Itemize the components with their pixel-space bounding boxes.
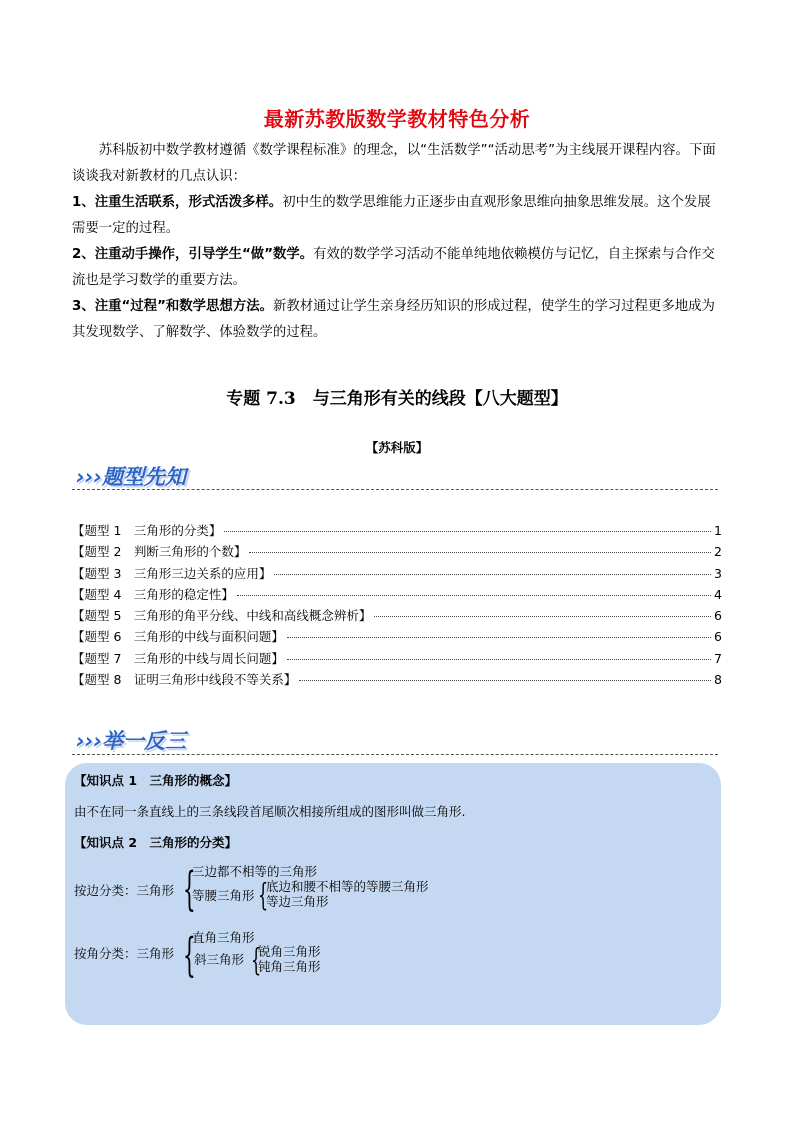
toc-leader	[224, 531, 711, 532]
brace-icon: {	[251, 942, 262, 979]
toc-label: 【题型 8 证明三角形中线段不等关系】	[72, 672, 297, 688]
section-banner-question-types: ›››题型先知	[76, 465, 186, 489]
classify-by-side-subitem: 底边和腰不相等的等腰三角形	[266, 879, 429, 894]
classify-by-side-label: 按边分类：三角形	[74, 883, 175, 898]
intro-point-3	[72, 294, 722, 346]
toc-entry-3[interactable]	[72, 564, 722, 585]
toc-entry-8[interactable]	[72, 670, 722, 691]
toc-entry-2[interactable]	[72, 542, 722, 563]
toc-leader	[274, 574, 711, 575]
toc-entry-4[interactable]	[72, 585, 722, 606]
brace-icon: {	[258, 877, 269, 914]
intro-section	[72, 138, 722, 346]
toc-entry-5[interactable]	[72, 606, 722, 627]
toc-page-number: 2	[714, 544, 722, 560]
toc-leader	[374, 616, 711, 617]
classify-by-angle-item: 斜三角形	[194, 952, 245, 967]
intro-point-1-text: 初中生的数学思维能力正逐步由直观形象思维向抽象思维发展。这个发展需要一定的过程。	[72, 195, 711, 236]
intro-point-1	[72, 190, 722, 242]
toc-leader	[249, 552, 711, 553]
toc-leader	[287, 637, 711, 638]
intro-point-1-heading: 1、注重生活联系，形式活泼多样。	[72, 195, 283, 210]
section-divider	[72, 754, 718, 755]
table-of-contents	[72, 521, 722, 691]
page-title: 最新苏教版数学教材特色分析	[263, 107, 531, 131]
toc-page-number: 7	[714, 650, 722, 666]
toc-label: 【题型 4 三角形的稳定性】	[72, 586, 234, 602]
toc-label: 【题型 2 判断三角形的个数】	[72, 544, 247, 560]
toc-label: 【题型 3 三角形三边关系的应用】	[72, 565, 272, 581]
toc-page-number: 8	[714, 672, 722, 688]
toc-leader	[237, 595, 711, 596]
classify-by-angle-subitem: 钝角三角形	[258, 959, 321, 974]
toc-page-number: 3	[714, 565, 722, 581]
toc-label: 【题型 1 三角形的分类】	[72, 523, 222, 538]
intro-point-2-text: 有效的数学学习活动不能单纯地依赖模仿与记忆，自主探索与合作交流也是学习数学的重要方法。	[72, 247, 715, 288]
classify-by-side-item: 等腰三角形	[192, 888, 255, 903]
toc-leader	[299, 680, 711, 681]
toc-entry-6[interactable]	[72, 627, 722, 648]
intro-point-2	[72, 242, 722, 294]
intro-paragraph: 苏科版初中数学教材遵循《数学课程标准》的理念，以“生活数学”“活动思考”为主线展开课程内容。下面谈谈我对新教材的几点认识：	[72, 143, 716, 184]
toc-page-number: 6	[714, 608, 722, 624]
toc-page-number: 1	[714, 523, 722, 538]
toc-label: 【题型 5 三角形的角平分线、中线和高线概念辨析】	[72, 608, 372, 624]
section-banner-examples: ›››举一反三	[76, 729, 186, 753]
knowledge-point-1-title: 【知识点 1 三角形的概念】	[74, 773, 238, 788]
toc-page-number: 6	[714, 629, 722, 645]
intro-point-3-heading: 3、注重“过程”和数学思想方法。	[72, 299, 273, 314]
intro-point-2-heading: 2、注重动手操作，引导学生“做”数学。	[72, 247, 314, 262]
section-divider	[72, 489, 718, 490]
toc-label: 【题型 6 三角形的中线与面积问题】	[72, 629, 284, 645]
toc-leader	[287, 659, 711, 660]
classify-by-angle-item: 直角三角形	[192, 930, 255, 945]
toc-page-number: 4	[714, 586, 722, 602]
classify-by-angle-subitem: 锐角三角形	[258, 944, 321, 959]
knowledge-point-2-title: 【知识点 2 三角形的分类】	[74, 835, 238, 850]
classify-by-side-item: 三边都不相等的三角形	[192, 864, 318, 879]
topic-title: 专题 7.3 与三角形有关的线段【八大题型】	[226, 389, 568, 409]
brace-icon: {	[183, 861, 196, 917]
classify-by-side-subitem: 等边三角形	[266, 894, 329, 909]
toc-entry-1[interactable]	[72, 521, 722, 542]
knowledge-point-1-text: 由不在同一条直线上的三条线段首尾顺次相接所组成的图形叫做三角形.	[74, 804, 466, 819]
edition-label: 【苏科版】	[365, 440, 429, 455]
brace-icon: {	[183, 927, 196, 983]
intro-point-3-text: 新教材通过让学生亲身经历知识的形成过程，使学生的学习过程更多地成为其发现数学、了解数学、体验数学的过程。	[72, 299, 715, 340]
toc-entry-7[interactable]	[72, 649, 722, 670]
toc-label: 【题型 7 三角形的中线与周长问题】	[72, 650, 284, 666]
classify-by-angle-label: 按角分类：三角形	[74, 946, 175, 961]
